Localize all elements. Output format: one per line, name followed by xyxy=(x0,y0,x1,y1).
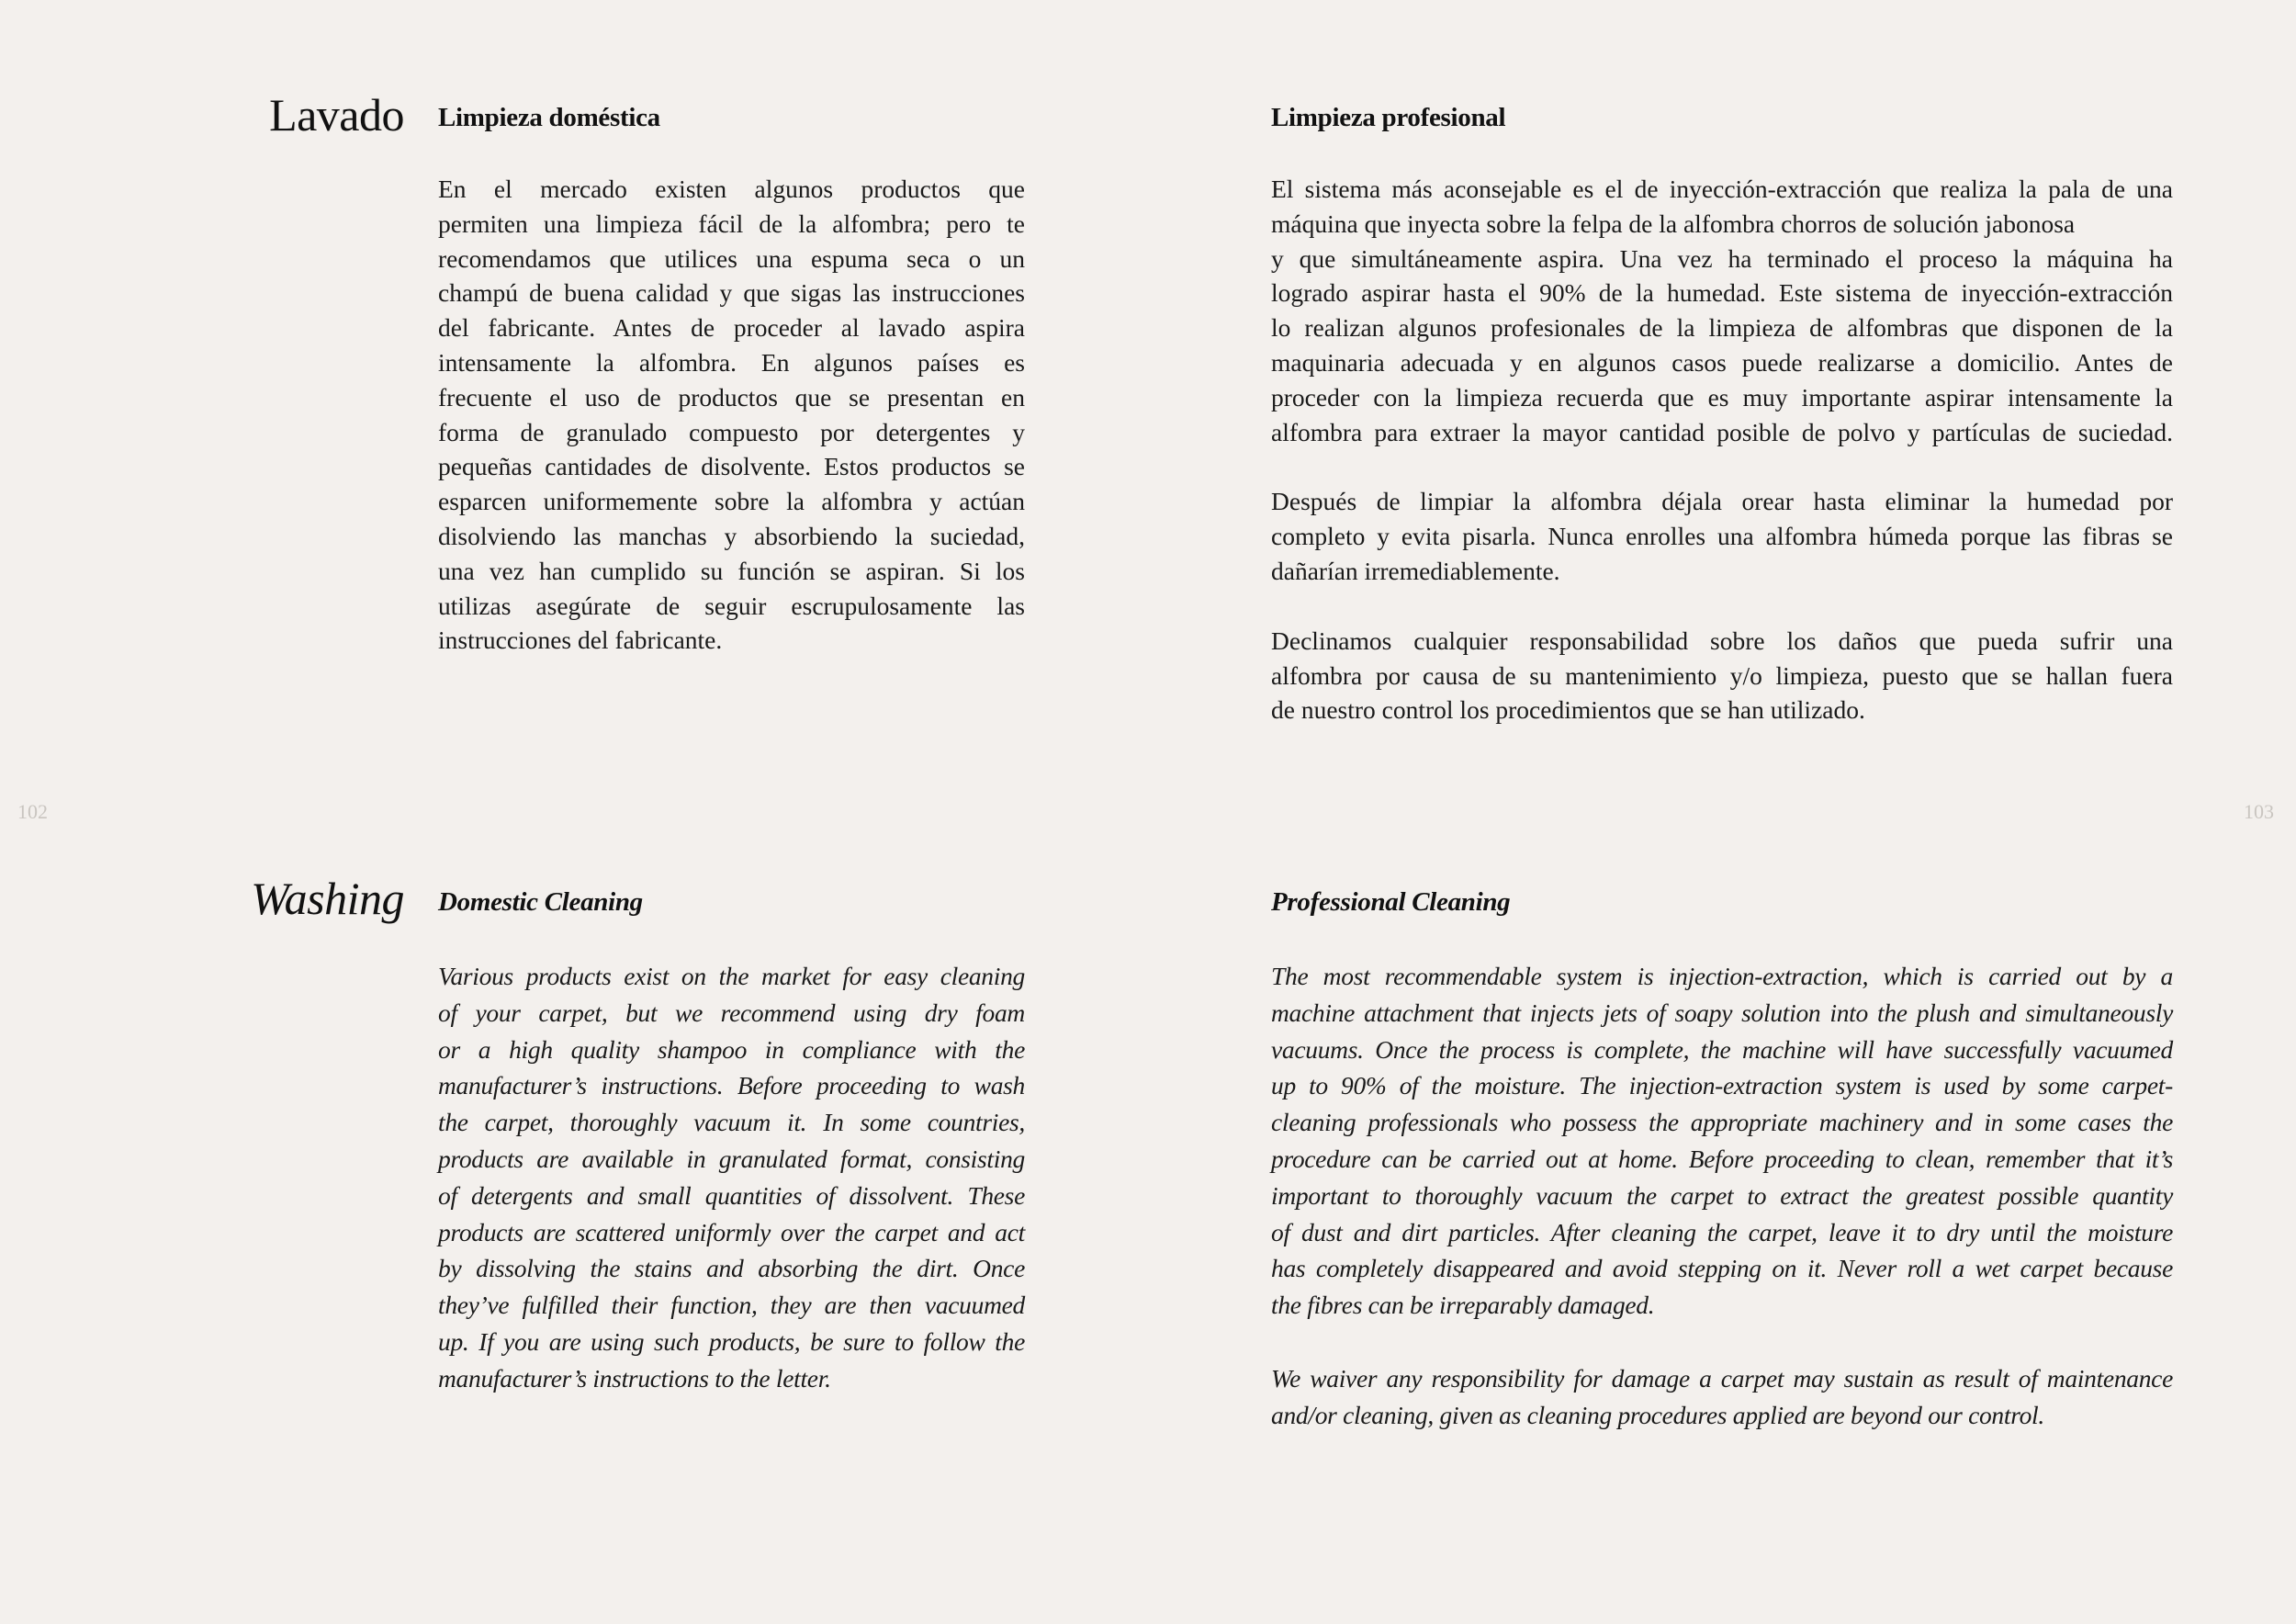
text-line: of detergents and small quantities of dissolvent. These xyxy=(438,1180,1025,1210)
text-line: manufacturer’s instructions. Before proceeding to wash xyxy=(438,1071,1025,1100)
paragraph-2 xyxy=(1271,484,2173,588)
paragraph-1 xyxy=(1271,958,2173,1324)
text-line: manufacturer’s instructions to the letter. xyxy=(438,1363,831,1393)
text-line: by dissolving the stains and absorbing the dirt. Once xyxy=(438,1254,1025,1283)
text-line: We waiver any responsibility for damage a carpet may sustain as result of maintenance xyxy=(1271,1363,2173,1393)
text-line: of your carpet, but we recommend using dry foam xyxy=(438,998,1025,1027)
text-line: logrado aspirar hasta el 90% de la humedad. Este sistema de inyección-extracción xyxy=(1271,278,2173,308)
text-line: they’ve fulfilled their function, they are then vacuumed xyxy=(438,1291,1025,1320)
text-line: En el mercado existen algunos productos que xyxy=(438,175,1025,203)
text-line: The most recommendable system is injection-extraction, which is carried out by a xyxy=(1271,962,2173,990)
text-line: procedure can be carried out at home. Before proceeding to clean, remember that it’s xyxy=(1271,1144,2173,1173)
body-domestic-cleaning xyxy=(438,958,1025,1397)
text-line: up. If you are using such products, be sure to follow the xyxy=(438,1326,1025,1356)
heading-professional-cleaning: Professional Cleaning xyxy=(1271,887,1511,917)
text-line: Declinamos cualquier responsabilidad sobre los daños que pueda sufrir una xyxy=(1271,626,2173,655)
text-line: utilizas asegúrate de seguir escrupulosamente las xyxy=(438,591,1025,620)
text-line: disolviendo las manchas y absorbiendo la suciedad, xyxy=(438,521,1025,550)
body-professional-cleaning xyxy=(1271,958,2173,1434)
text-line: maquinaria adecuada y en algunos casos puede realizarse a domicilio. Antes de xyxy=(1271,347,2173,377)
text-line: forma de granulado compuesto por detergentes y xyxy=(438,417,1025,446)
text-line: pequeñas cantidades de disolvente. Estos productos se xyxy=(438,452,1025,481)
text-line: permiten una limpieza fácil de la alfombra; pero te xyxy=(438,209,1025,238)
text-line: lo realizan algunos profesionales de la limpieza de alfombras que disponen de la xyxy=(1271,313,2173,343)
paragraph-1 xyxy=(1271,172,2173,449)
text-line: up to 90% of the moisture. The injection-extraction system is used by some carpet- xyxy=(1271,1071,2173,1100)
text-line: alfombra para extraer la mayor cantidad posible de polvo y partículas de suciedad. xyxy=(1271,417,2173,446)
heading-limpieza-profesional: Limpieza profesional xyxy=(1271,103,1506,132)
text-line: del fabricante. Antes de proceder al lavado aspira xyxy=(438,313,1025,343)
text-line: products are scattered uniformly over the carpet and act xyxy=(438,1217,1025,1246)
text-line: machine attachment that injects jets of soapy solution into the plush and simultaneously xyxy=(1271,998,2173,1027)
text-line: vacuums. Once the process is complete, the machine will have successfully vacuumed xyxy=(1271,1034,2173,1064)
text-line: products are available in granulated format, consisting xyxy=(438,1144,1025,1173)
text-line: Después de limpiar la alfombra déjala orear hasta eliminar la humedad por xyxy=(1271,487,2173,516)
text-line: and/or cleaning, given as cleaning procedures applied are beyond our control. xyxy=(1271,1400,2044,1429)
heading-limpieza-domestica: Limpieza doméstica xyxy=(438,103,660,132)
body-limpieza-profesional xyxy=(1271,172,2173,727)
text-line: completo y evita pisarla. Nunca enrolles una alfombra húmeda porque las fibras se xyxy=(1271,522,2173,551)
text-line: de nuestro control los procedimientos que se han utilizado. xyxy=(1271,695,1865,725)
text-line: El sistema más aconsejable es el de inyección-extracción que realiza la pala de una xyxy=(1271,175,2173,203)
text-line: of dust and dirt particles. After cleaning the carpet, leave it to dry until the moisture xyxy=(1271,1217,2173,1246)
page-number-right: 103 xyxy=(2244,800,2274,823)
text-line: intensamente la alfombra. En algunos países es xyxy=(438,347,1025,377)
text-line: champú de buena calidad y que sigas las instrucciones xyxy=(438,278,1025,308)
text-line: Various products exist on the market for easy cleaning xyxy=(438,962,1025,990)
text-line: y que simultáneamente aspira. Una vez ha terminado el proceso la máquina ha xyxy=(1271,243,2173,273)
paragraph-3 xyxy=(1271,624,2173,727)
text-line: the fibres can be irreparably damaged. xyxy=(1271,1291,1655,1320)
text-line: esparcen uniformemente sobre la alfombra y actúan xyxy=(438,487,1025,516)
text-line: recomendamos que utilices una espuma seca o un xyxy=(438,243,1025,273)
paragraph-2 xyxy=(1271,1360,2173,1434)
section-title-lavado: Lavado xyxy=(269,89,404,141)
heading-domestic-cleaning: Domestic Cleaning xyxy=(438,887,643,917)
text-line: important to thoroughly vacuum the carpet to extract the greatest possible quantity xyxy=(1271,1180,2173,1210)
section-title-washing: Washing xyxy=(251,873,404,924)
text-line: or a high quality shampoo in compliance with the xyxy=(438,1034,1025,1064)
page-number-left: 102 xyxy=(17,800,48,823)
text-line: instrucciones del fabricante. xyxy=(438,626,723,655)
text-line: cleaning professionals who possess the appropriate machinery and in some cases the xyxy=(1271,1108,2173,1137)
text-line: has completely disappeared and avoid stepping on it. Never roll a wet carpet because xyxy=(1271,1254,2173,1283)
body-limpieza-domestica xyxy=(438,172,1025,658)
text-line: dañarían irremediablemente. xyxy=(1271,556,1560,585)
text-line: frecuente el uso de productos que se presentan en xyxy=(438,382,1025,412)
text-line: alfombra por causa de su mantenimiento y/o limpieza, puesto que se hallan fuera xyxy=(1271,660,2173,690)
text-line: proceder con la limpieza recuerda que es muy importante aspirar intensamente la xyxy=(1271,382,2173,412)
text-line: the carpet, thoroughly vacuum it. In some countries, xyxy=(438,1108,1025,1137)
text-line: máquina que inyecta sobre la felpa de la alfombra chorros de solución jabonosa xyxy=(1271,209,2076,238)
text-line: una vez han cumplido su función se aspiran. Si los xyxy=(438,556,1025,585)
